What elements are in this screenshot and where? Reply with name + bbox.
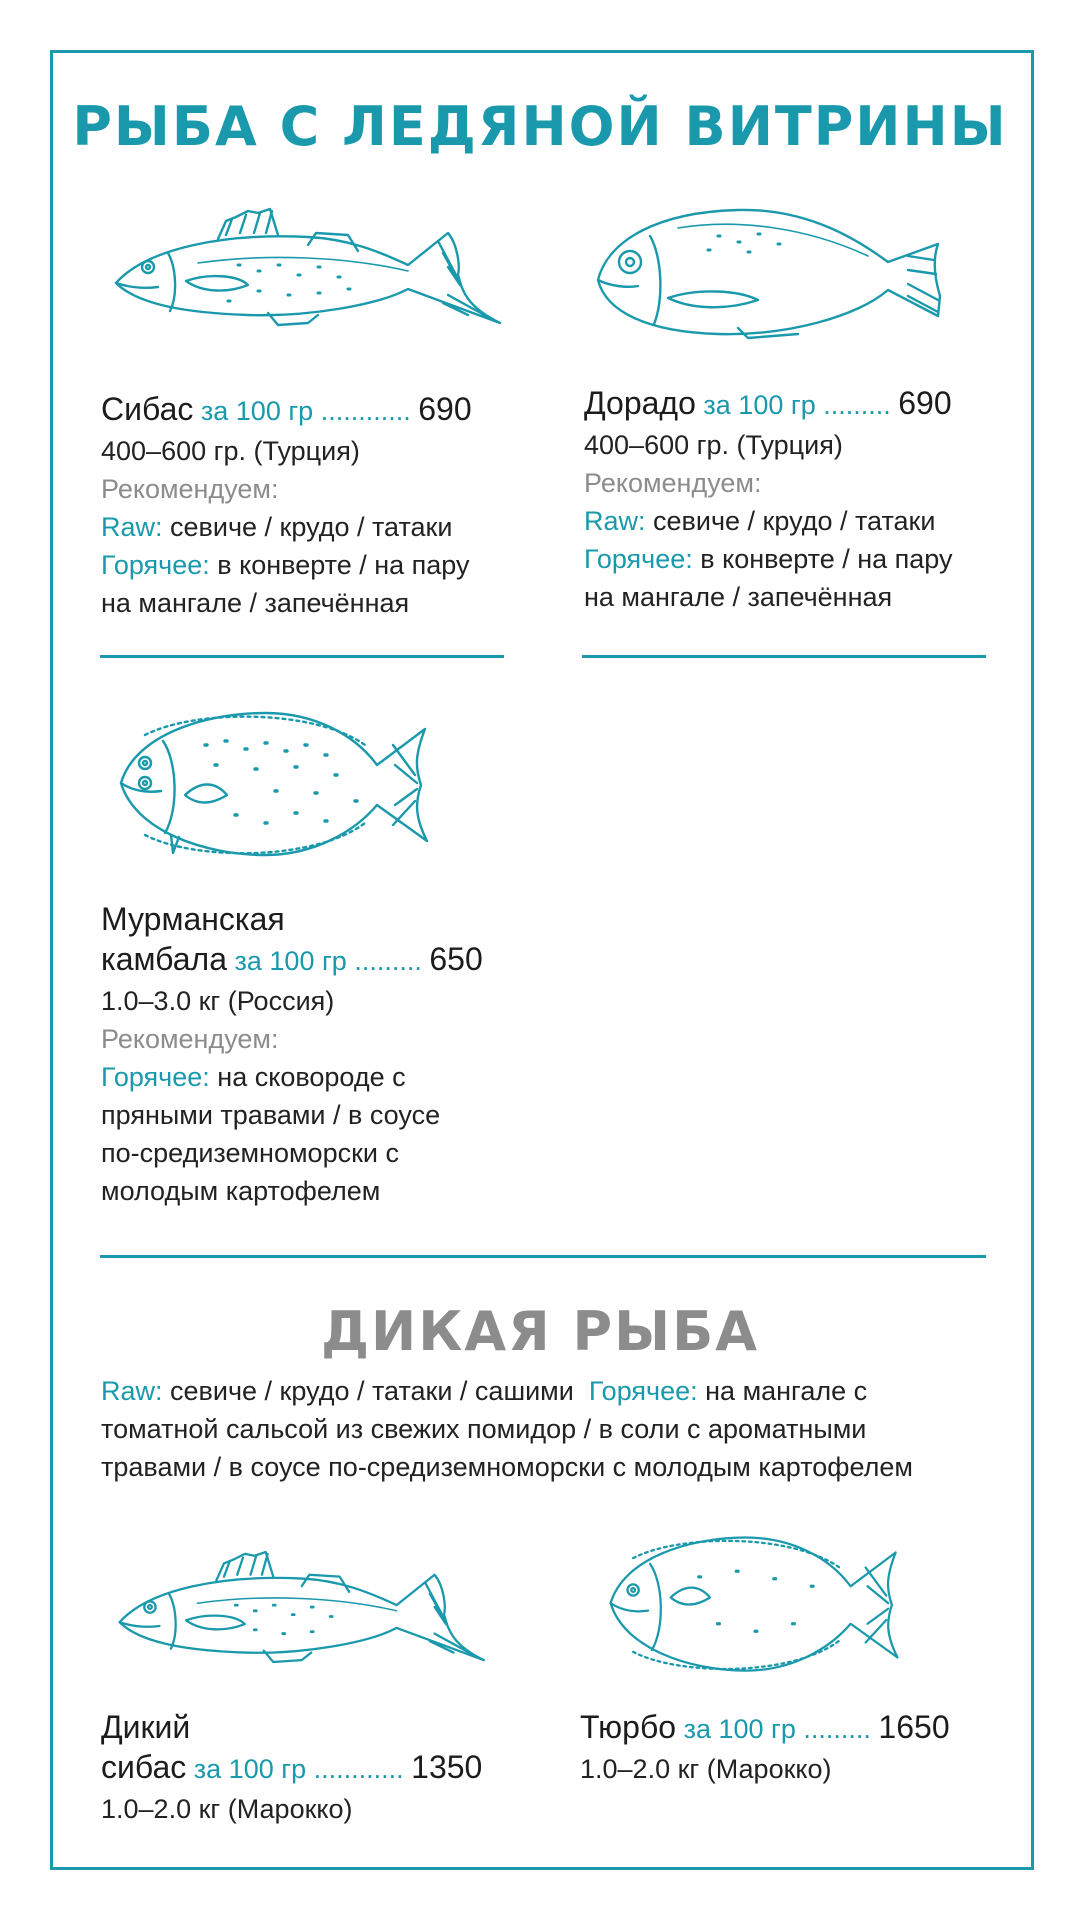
item-per-weight: за 100 гр ......... [683, 1714, 871, 1744]
item-recommend: Рекомендуем: [101, 474, 279, 504]
hot-text: в конверте / на пару [700, 544, 953, 574]
divider [100, 655, 504, 658]
hot-text: на сковороде с [217, 1062, 406, 1092]
flounder-icon [115, 705, 435, 870]
item-sibas [101, 390, 472, 430]
raw-label: Raw: [584, 506, 646, 536]
hot-line: молодым картофелем [101, 1176, 381, 1206]
raw-label: Raw: [101, 512, 163, 542]
hot-line: пряными травами / в соусе [101, 1100, 441, 1130]
item-name-2: камбала [101, 941, 227, 977]
item-name: Дорадо [584, 385, 696, 421]
item-name: Тюрбо [580, 1709, 677, 1745]
wild-raw [101, 1372, 867, 1410]
item-weight: 1.0–2.0 кг (Марокко) [101, 1794, 353, 1824]
hot-text: в конверте / на пару [217, 550, 470, 580]
item-price: 1350 [411, 1749, 483, 1785]
item-hot [101, 1058, 406, 1096]
divider [582, 655, 986, 658]
wild-line: томатной сальсой из свежих помидор / в соли с ароматными [101, 1414, 867, 1444]
item-weight: 400–600 гр. (Турция) [584, 430, 843, 460]
item-dorado [584, 384, 952, 424]
item-price: 1650 [878, 1709, 950, 1745]
turbot-icon [590, 1530, 920, 1685]
wild-line: травами / в соусе по-средиземноморски с молодым картофелем [101, 1452, 913, 1482]
item-weight: 400–600 гр. (Турция) [101, 436, 360, 466]
item-recommend: Рекомендуем: [584, 468, 762, 498]
item-hot [584, 540, 953, 578]
hot-label: Горячее: [101, 550, 210, 580]
page-title: РЫБА С ЛЕДЯНОЙ ВИТРИНЫ [72, 95, 1008, 158]
wild-item-turbo [580, 1708, 950, 1748]
raw-text: севиче / крудо / татаки / сашими [170, 1376, 574, 1406]
item-per-weight: за 100 гр ......... [703, 390, 891, 420]
item-price: 690 [418, 391, 472, 427]
item-price: 690 [898, 385, 952, 421]
item-hot [101, 546, 470, 584]
item-name-2: сибас [101, 1749, 187, 1785]
wild-item-sibas [101, 1748, 482, 1788]
dorado-icon [588, 200, 958, 345]
raw-label: Raw: [101, 1376, 163, 1406]
hot-text: на мангале с [705, 1376, 868, 1406]
item-per-weight: за 100 гр ............ [200, 396, 411, 426]
hot-label: Горячее: [584, 544, 693, 574]
hot-line: по-средиземноморски с [101, 1138, 399, 1168]
hot-text-2: на мангале / запечённая [584, 582, 893, 612]
wild-item-name-line1 [101, 1708, 190, 1748]
item-name: Дикий [101, 1709, 191, 1745]
item-raw [101, 508, 452, 546]
sea-bass-icon [108, 205, 498, 335]
divider [100, 1255, 986, 1258]
hot-text-2: на мангале / запечённая [101, 588, 410, 618]
item-name: Мурманская [101, 901, 285, 937]
raw-text: севиче / крудо / татаки [170, 512, 453, 542]
item-price: 650 [429, 941, 483, 977]
item-raw [584, 502, 935, 540]
item-per-weight: за 100 гр ......... [234, 946, 422, 976]
item-weight: 1.0–2.0 кг (Марокко) [580, 1754, 832, 1784]
hot-label: Горячее: [101, 1062, 210, 1092]
item-name: Сибас [101, 391, 194, 427]
raw-text: севиче / крудо / татаки [653, 506, 936, 536]
item-recommend: Рекомендуем: [101, 1024, 279, 1054]
item-name-line1 [101, 900, 285, 940]
hot-label: Горячее: [588, 1376, 698, 1406]
item-per-weight: за 100 гр ............ [193, 1754, 404, 1784]
item-weight: 1.0–3.0 кг (Россия) [101, 986, 335, 1016]
item-kambala [101, 940, 483, 980]
wild-section-title: ДИКАЯ РЫБА [320, 1300, 760, 1363]
wild-sea-bass-icon [112, 1545, 482, 1675]
